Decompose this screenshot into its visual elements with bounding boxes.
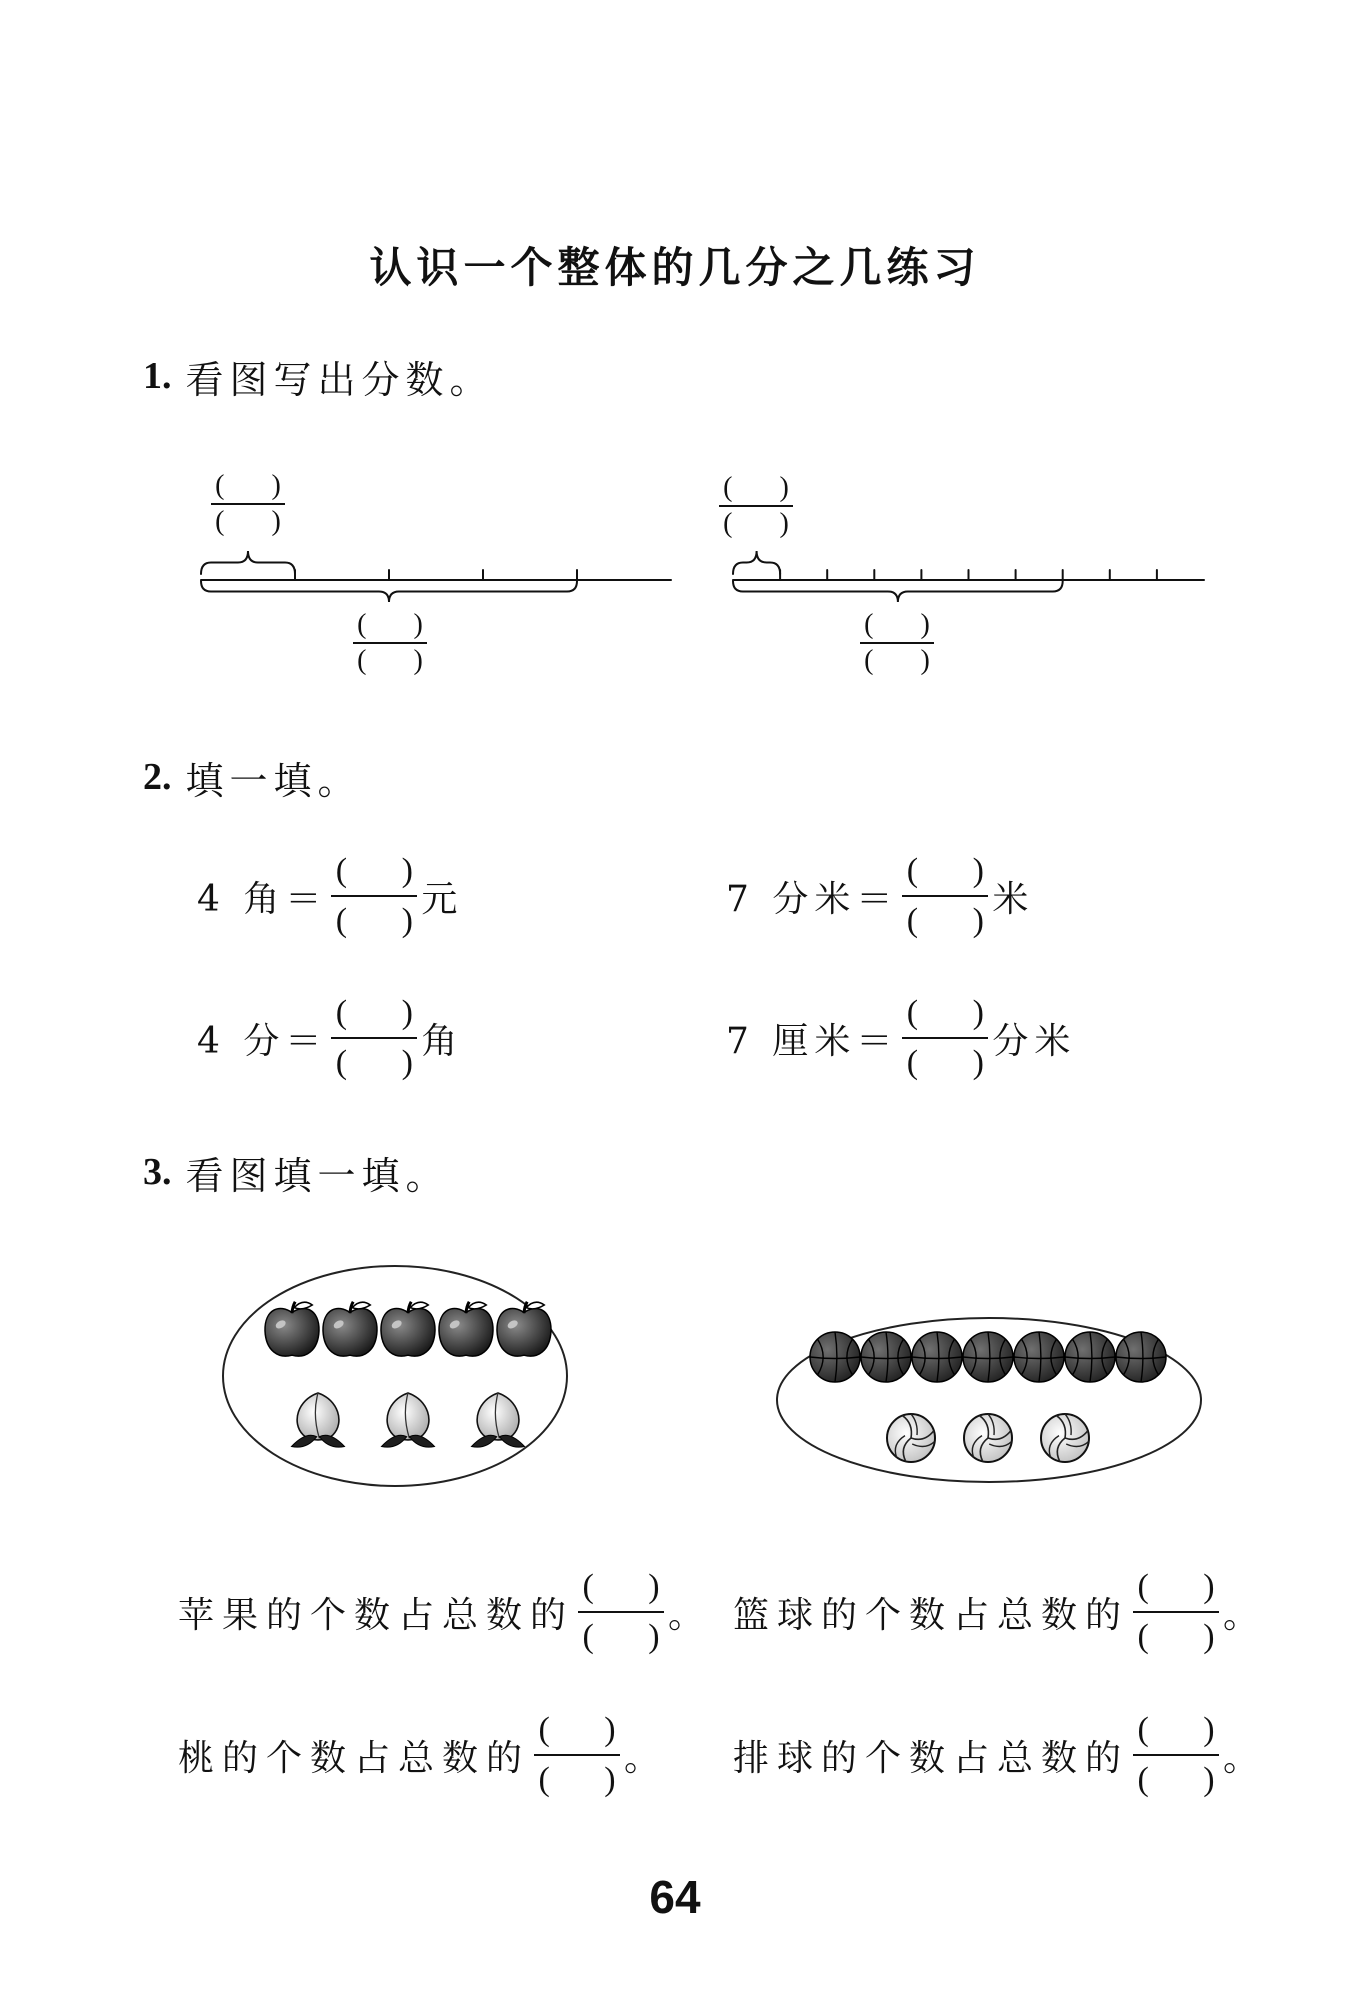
peach-icon (382, 1393, 435, 1447)
apple-icon (381, 1302, 435, 1356)
fraction-blank (211, 469, 285, 539)
brace-top (733, 551, 780, 574)
fraction-question-item (733, 1706, 1267, 1804)
conversion-item (726, 847, 1034, 945)
item-end-mark: 。 (1223, 1594, 1268, 1636)
question-prompt: 填一填。 (185, 758, 362, 803)
denominator-blank[interactable]: ( ) (357, 645, 423, 676)
brace-bottom (201, 581, 577, 602)
fraction-blank (1133, 1706, 1219, 1804)
fraction-question-item (733, 1563, 1267, 1661)
denominator-blank[interactable]: ( ) (1137, 1761, 1215, 1798)
number-line (733, 551, 1204, 602)
numerator-blank[interactable]: ( ) (864, 609, 930, 640)
fraction-blank (719, 471, 793, 541)
item-text: 桃的个数占总数的 (178, 1737, 531, 1779)
item-end-mark: 。 (624, 1737, 669, 1779)
item-unit: 元 (421, 878, 464, 920)
fraction-blank (902, 847, 988, 945)
item-text: 4 角＝ (197, 878, 328, 920)
brace-bottom (733, 581, 1063, 602)
page-title: 认识一个整体的几分之几练习 (369, 243, 981, 292)
conversion-item (197, 989, 463, 1087)
numerator-blank[interactable]: ( ) (1137, 1568, 1215, 1605)
object-group (223, 1266, 567, 1486)
fraction-blank (534, 1706, 620, 1804)
peach-icon (292, 1393, 345, 1447)
conversion-item (197, 847, 463, 945)
fraction-question-item (178, 1563, 712, 1661)
basketball-icon (861, 1332, 911, 1382)
fraction-blank (331, 989, 417, 1087)
item-text: 苹果的个数占总数的 (178, 1594, 575, 1636)
item-unit: 分米 (992, 1020, 1077, 1062)
item-text: 排球的个数占总数的 (733, 1737, 1130, 1779)
numerator-blank[interactable]: ( ) (906, 852, 984, 889)
basketball-icon (810, 1332, 860, 1382)
denominator-blank[interactable]: ( ) (215, 506, 281, 537)
group-oval (223, 1266, 567, 1486)
peach-icon (472, 1393, 525, 1447)
basketball-icon (912, 1332, 962, 1382)
apple-icon (439, 1302, 493, 1356)
fraction-blank (331, 847, 417, 945)
basketball-icon (1116, 1332, 1166, 1382)
page-number: 64 (649, 1871, 701, 1923)
numerator-blank[interactable]: ( ) (357, 609, 423, 640)
volleyball-icon (887, 1414, 935, 1462)
item-end-mark: 。 (668, 1594, 713, 1636)
question-1-heading (143, 352, 494, 400)
number-line-figures (0, 540, 1350, 620)
denominator-blank[interactable]: ( ) (538, 1761, 616, 1798)
denominator-blank[interactable]: ( ) (582, 1618, 660, 1655)
fraction-blank (1133, 1563, 1219, 1661)
apple-icon (497, 1302, 551, 1356)
fraction-blank (860, 608, 934, 678)
fraction-blank (902, 989, 988, 1087)
question-2-heading (143, 753, 362, 801)
basketball-icon (963, 1332, 1013, 1382)
question-number: 2. (143, 756, 172, 798)
denominator-blank[interactable]: ( ) (335, 1044, 413, 1081)
numerator-blank[interactable]: ( ) (215, 470, 281, 501)
denominator-blank[interactable]: ( ) (723, 508, 789, 539)
question-number: 3. (143, 1151, 172, 1193)
item-text: 7 分米＝ (726, 878, 899, 920)
item-end-mark: 。 (1223, 1737, 1268, 1779)
denominator-blank[interactable]: ( ) (335, 902, 413, 939)
question-number: 1. (143, 355, 172, 397)
item-text: 篮球的个数占总数的 (733, 1594, 1130, 1636)
question-prompt: 看图填一填。 (185, 1153, 450, 1198)
question-prompt: 看图写出分数。 (185, 357, 494, 402)
basketball-icon (1065, 1332, 1115, 1382)
apple-icon (323, 1302, 377, 1356)
numerator-blank[interactable]: ( ) (906, 994, 984, 1031)
object-group (777, 1318, 1201, 1482)
volleyball-icon (964, 1414, 1012, 1462)
denominator-blank[interactable]: ( ) (864, 645, 930, 676)
apple-icon (265, 1302, 319, 1356)
fraction-blank (353, 608, 427, 678)
numerator-blank[interactable]: ( ) (723, 472, 789, 503)
question-3-heading (143, 1148, 450, 1196)
numerator-blank[interactable]: ( ) (1137, 1711, 1215, 1748)
item-text: 7 厘米＝ (726, 1020, 899, 1062)
item-unit: 角 (421, 1020, 464, 1062)
numerator-blank[interactable]: ( ) (335, 994, 413, 1031)
numerator-blank[interactable]: ( ) (335, 852, 413, 889)
volleyball-icon (1041, 1414, 1089, 1462)
brace-top (201, 551, 295, 574)
object-group-figures (0, 1240, 1350, 1540)
denominator-blank[interactable]: ( ) (906, 1044, 984, 1081)
number-line (201, 551, 671, 602)
item-text: 4 分＝ (197, 1020, 328, 1062)
fraction-blank (578, 1563, 664, 1661)
conversion-item (726, 989, 1076, 1087)
denominator-blank[interactable]: ( ) (1137, 1618, 1215, 1655)
denominator-blank[interactable]: ( ) (906, 902, 984, 939)
item-unit: 米 (992, 878, 1035, 920)
numerator-blank[interactable]: ( ) (582, 1568, 660, 1605)
basketball-icon (1014, 1332, 1064, 1382)
fraction-question-item (178, 1706, 668, 1804)
numerator-blank[interactable]: ( ) (538, 1711, 616, 1748)
